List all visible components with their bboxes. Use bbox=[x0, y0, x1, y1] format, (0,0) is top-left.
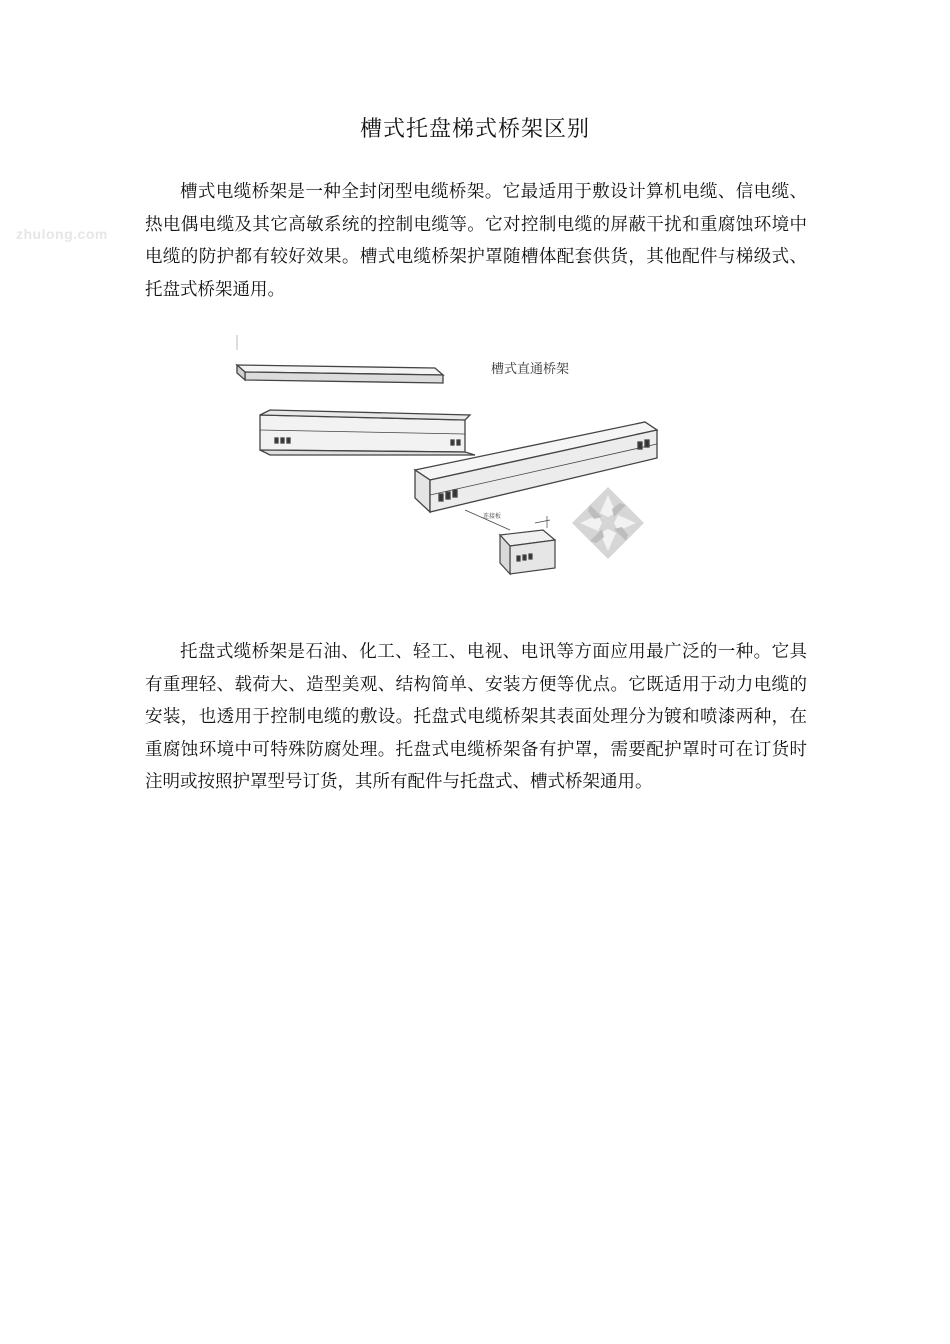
page-title: 槽式托盘梯式桥架区别 bbox=[359, 117, 590, 142]
figure-caption: 槽式直通桥架 bbox=[491, 362, 570, 377]
paragraph-trough-tray: 槽式电缆桥架是一种全封闭型电缆桥架。它最适用于敷设计算机电缆、信电缆、热电偶电缆及其它高敏系统的控制电缆等。它对控制电缆的屏蔽干扰和重腐蚀环境中电缆的防护都有较好效果。槽式电缆桥架护罩随槽体配套供货，其他配件与梯级式、托盘式桥架通用。 bbox=[145, 182, 807, 300]
cable-tray-figure bbox=[225, 330, 665, 580]
connector-piece bbox=[465, 510, 555, 574]
cable-tray-drawing bbox=[225, 330, 665, 580]
watermark-text: zhulong.com bbox=[16, 226, 108, 242]
short-trough-section bbox=[260, 410, 475, 455]
figure-small-label: 连接板 bbox=[483, 513, 502, 520]
paragraph-tray-type: 托盘式缆桥架是石油、化工、轻工、电视、电讯等方面应用最广泛的一种。它具有重理轻、载荷大、造型美观、结构简单、安装方便等优点。它既适用于动力电缆的安装，也透用于控制电缆的敷设。托盘式电缆桥架其表面处理分为镀和喷漆两种，在重腐蚀环境中可特殊防腐处理。托盘式电缆桥架备有护罩，需要配护罩时可在订货时注明或按照护罩型号订货，其所有配件与托盘式、槽式桥架通用。 bbox=[145, 642, 807, 792]
tray-cover bbox=[237, 365, 443, 383]
watermark-emblem-icon bbox=[572, 487, 644, 559]
